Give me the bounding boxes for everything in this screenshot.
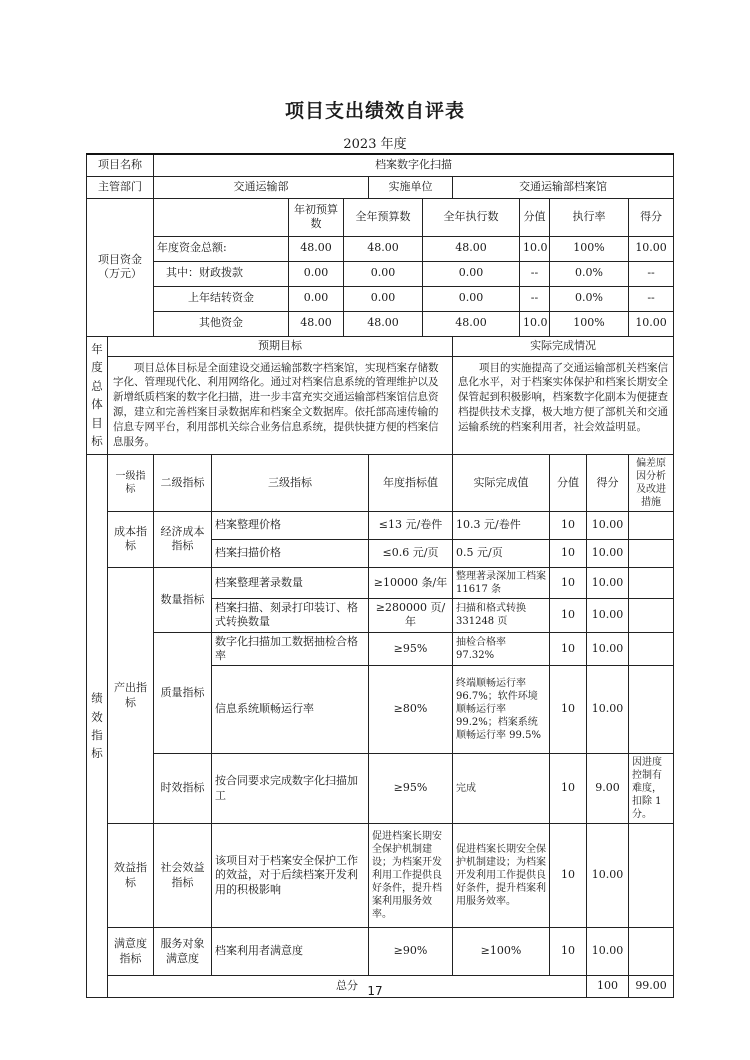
fund-score: --: [629, 261, 674, 286]
fund-name: 其他资金: [154, 311, 289, 336]
funds-row: [87, 311, 674, 336]
indicator-target: ≥280000 页/年: [369, 598, 453, 632]
indicator-reason: [629, 632, 674, 666]
indicator-score-value: 10: [550, 754, 587, 824]
timeliness-level2: 时效指标: [154, 754, 212, 824]
funds-header-score: 得分: [629, 198, 674, 236]
fund-rate: 0.0%: [550, 286, 629, 311]
document-title: 项目支出绩效自评表: [284, 100, 465, 122]
indicator-actual: 抽检合格率 97.32%: [453, 632, 550, 666]
indicator-row: [87, 567, 674, 598]
fund-name: 上年结转资金: [154, 286, 289, 311]
fund-initial: 48.00: [289, 236, 344, 261]
quality-level2: 质量指标: [154, 632, 212, 754]
fund-rate: 100%: [550, 236, 629, 261]
fund-executed: 48.00: [423, 236, 520, 261]
indicator-target: 促进档案长期安全保护机制建设；为档案开发利用工作提供良好条件，提升档案利用服务效率。: [369, 824, 453, 928]
header-reason: 偏差原因分析及改进措施: [629, 454, 674, 511]
fund-annual: 0.00: [344, 286, 423, 311]
actual-goal-label: 实际完成情况: [453, 336, 674, 356]
fund-annual: 48.00: [344, 311, 423, 336]
indicator-score-value: 10: [550, 511, 587, 539]
funds-row: [87, 236, 674, 261]
fund-score: --: [629, 286, 674, 311]
fund-annual: 0.00: [344, 261, 423, 286]
actual-goal-text: 项目的实施提高了交通运输部机关档案信息化水平，对于档案实体保护和档案长期安全保管起到积极影响，档案数字化副本为便捷查档提供技术支撑，极大地方便了部机关和交通运输系统的档案利用者，社会效益明显。: [453, 356, 674, 454]
goals-label: 年度总体目标: [87, 336, 108, 454]
indicator-name: 档案整理价格: [212, 511, 369, 539]
indicator-reason: [629, 511, 674, 539]
indicator-reason: [629, 824, 674, 928]
indicator-score: 10.00: [587, 567, 629, 598]
indicator-target: ≥80%: [369, 666, 453, 754]
total-score: 99.00: [629, 976, 674, 998]
project-name: 档案数字化扫描: [154, 154, 674, 176]
indicator-score-value: 10: [550, 598, 587, 632]
fund-name: 其中：财政拨款: [154, 261, 289, 286]
fund-initial: 48.00: [289, 311, 344, 336]
dept-label: 主管部门: [87, 176, 154, 198]
indicator-row: [87, 511, 674, 539]
indicator-reason: [629, 666, 674, 754]
funds-header-initial: 年初预算数: [289, 198, 344, 236]
quantity-level2: 数量指标: [154, 567, 212, 632]
indicator-actual: 整理著录深加工档案 11617 条: [453, 567, 550, 598]
indicator-reason: [629, 539, 674, 567]
indicator-name: 档案扫描、刻录打印装订、格式转换数量: [212, 598, 369, 632]
project-name-label: 项目名称: [87, 154, 154, 176]
indicator-actual: 促进档案长期安全保护机制建设；为档案开发利用工作提供良好条件，提升档案利用服务效率。: [453, 824, 550, 928]
header-score-value: 分值: [550, 454, 587, 511]
fund-score-value: 10.0: [520, 236, 550, 261]
indicator-reason: [629, 928, 674, 976]
indicator-name: 该项目对于档案安全保护工作的效益，对于后续档案开发利用的积极影响: [212, 824, 369, 928]
fund-score: 10.00: [629, 311, 674, 336]
indicator-score-value: 10: [550, 632, 587, 666]
satisfaction-level1: 满意度指标: [108, 928, 154, 976]
indicator-reason: [629, 567, 674, 598]
indicator-target: ≥95%: [369, 632, 453, 666]
indicator-score: 10.00: [587, 598, 629, 632]
total-score-value: 100: [587, 976, 629, 998]
fund-initial: 0.00: [289, 261, 344, 286]
performance-label: 绩效指标: [87, 454, 108, 997]
indicator-reason: [629, 598, 674, 632]
header-level3: 三级指标: [212, 454, 369, 511]
indicator-score: 10.00: [587, 539, 629, 567]
indicator-reason: 因进度控制有难度，扣除 1 分。: [629, 754, 674, 824]
fund-score-value: --: [520, 286, 550, 311]
funds-blank-header: [154, 198, 289, 236]
funds-header-executed: 全年执行数: [423, 198, 520, 236]
funds-row: [87, 286, 674, 311]
funds-label: 项目资金 （万元）: [87, 198, 154, 336]
benefit-level2: 社会效益指标: [154, 824, 212, 928]
indicator-score: 9.00: [587, 754, 629, 824]
indicator-actual: ≥100%: [453, 928, 550, 976]
indicator-actual: 扫描和格式转换 331248 页: [453, 598, 550, 632]
funds-header-score-value: 分值: [520, 198, 550, 236]
header-level1: 一级指标: [108, 454, 154, 511]
indicator-actual: 终端顺畅运行率 96.7%；软件环境顺畅运行率 99.2%；档案系统顺畅运行率 99.5%: [453, 666, 550, 754]
indicator-name: 档案扫描价格: [212, 539, 369, 567]
indicator-name: 按合同要求完成数字化扫描加工: [212, 754, 369, 824]
fund-executed: 0.00: [423, 286, 520, 311]
indicator-actual: 完成: [453, 754, 550, 824]
funds-row: [87, 261, 674, 286]
indicator-score-value: 10: [550, 666, 587, 754]
indicator-score-value: 10: [550, 567, 587, 598]
indicator-name: 档案利用者满意度: [212, 928, 369, 976]
fund-annual: 48.00: [344, 236, 423, 261]
dept-value: 交通运输部: [154, 176, 369, 198]
indicator-target: ≥90%: [369, 928, 453, 976]
funds-header-rate: 执行率: [550, 198, 629, 236]
indicator-score: 10.00: [587, 511, 629, 539]
fund-executed: 0.00: [423, 261, 520, 286]
benefit-level1: 效益指标: [108, 824, 154, 928]
satisfaction-level2: 服务对象满意度: [154, 928, 212, 976]
indicator-score-value: 10: [550, 928, 587, 976]
total-label: 总分: [108, 976, 587, 998]
indicator-target: ≤13 元/卷件: [369, 511, 453, 539]
indicator-score-value: 10: [550, 824, 587, 928]
indicator-actual: 10.3 元/卷件: [453, 511, 550, 539]
indicator-row: [87, 632, 674, 666]
indicator-row: [87, 754, 674, 824]
fund-rate: 0.0%: [550, 261, 629, 286]
cost-level2: 经济成本指标: [154, 511, 212, 567]
indicator-target: ≤0.6 元/页: [369, 539, 453, 567]
header-target: 年度指标值: [369, 454, 453, 511]
indicator-score: 10.00: [587, 824, 629, 928]
fund-score-value: --: [520, 261, 550, 286]
unit-value: 交通运输部档案馆: [453, 176, 674, 198]
fund-rate: 100%: [550, 311, 629, 336]
indicator-name: 档案整理著录数量: [212, 567, 369, 598]
self-evaluation-table: [86, 153, 674, 998]
header-actual: 实际完成值: [453, 454, 550, 511]
indicator-target: ≥95%: [369, 754, 453, 824]
year-subtitle: 2023 年度: [343, 137, 407, 152]
indicator-name: 信息系统顺畅运行率: [212, 666, 369, 754]
header-level2: 二级指标: [154, 454, 212, 511]
fund-score: 10.00: [629, 236, 674, 261]
output-level1: 产出指标: [108, 567, 154, 823]
header-score: 得分: [587, 454, 629, 511]
indicator-name: 数字化扫描加工数据抽检合格率: [212, 632, 369, 666]
fund-initial: 0.00: [289, 286, 344, 311]
indicator-target: ≥10000 条/年: [369, 567, 453, 598]
indicator-score: 10.00: [587, 632, 629, 666]
expected-goal-label: 预期目标: [108, 336, 453, 356]
cost-level1: 成本指标: [108, 511, 154, 567]
indicator-score: 10.00: [587, 666, 629, 754]
indicator-actual: 0.5 元/页: [453, 539, 550, 567]
indicator-row: [87, 824, 674, 928]
fund-name: 年度资金总额:: [154, 236, 289, 261]
fund-executed: 48.00: [423, 311, 520, 336]
unit-label: 实施单位: [369, 176, 453, 198]
funds-header-annual: 全年预算数: [344, 198, 423, 236]
indicator-score-value: 10: [550, 539, 587, 567]
page-number: 17: [367, 984, 383, 998]
expected-goal-text: 项目总体目标是全面建设交通运输部数字档案馆，实现档案存储数字化、管理现代化、利用网络化。通过对档案信息系统的管理维护以及新增纸质档案的数字化扫描，进一步丰富充实交通运输部档案馆信息资源，建立和完善档案目录数据库和档案全文数据库。依托部高速传输的信息专网平台，利用部机关综合业务信息系统，提供快捷方便的档案信息服务。: [108, 356, 453, 454]
indicator-row: [87, 928, 674, 976]
fund-score-value: 10.0: [520, 311, 550, 336]
indicator-score: 10.00: [587, 928, 629, 976]
